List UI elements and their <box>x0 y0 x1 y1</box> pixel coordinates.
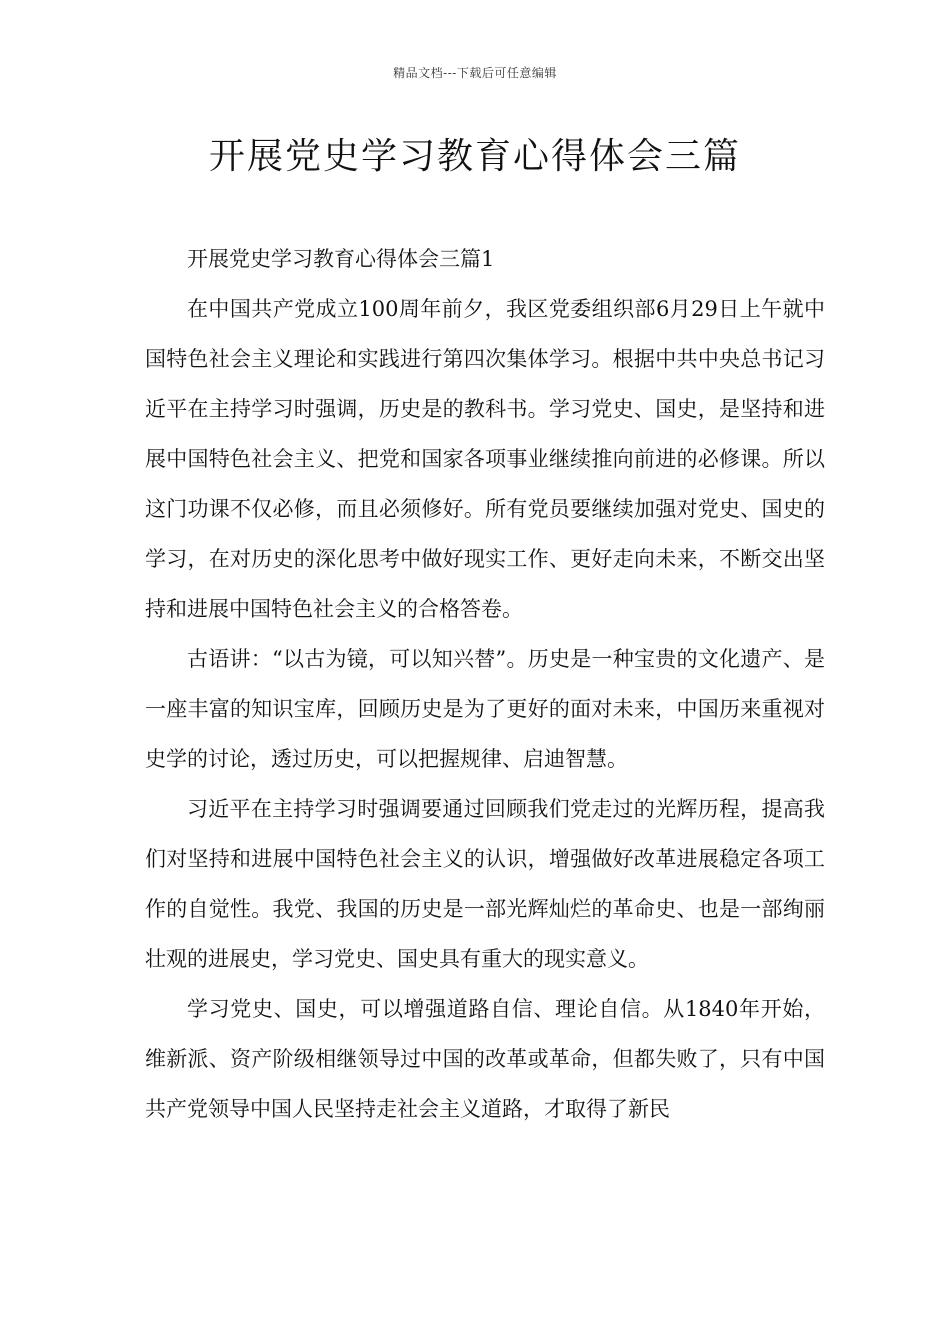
page-header: 精品文档---下载后可任意编辑 <box>393 66 557 80</box>
document-title: 开展党史学习教育心得体会三篇 <box>208 136 741 177</box>
body-paragraph: 在中国共产党成立100周年前夕，我区党委组织部6月29日上午就中国特色社会主义理论和实践进行第四次集体学习。根据中共中央总书记习近平在主持学习时强调，历史是的教科书。学习党史、国史，是坚持和进展中国特色社会主义、把党和国家各项事业继续推向前进的必修课。所以这门功课不仅必修，而且必须修好。所有党员要继续加强对党史、国史的学习，在对历史的深化思考中做好现实工作、更好走向未来，不断交出坚持和进展中国特色社会主义的合格答卷。 <box>145 297 825 621</box>
document-body <box>145 234 825 1134</box>
body-paragraph: 古语讲：“以古为镜，可以知兴替”。历史是一种宝贵的文化遗产、是一座丰富的知识宝库，回顾历史是为了更好的面对未来，中国历来重视对史学的讨论，透过历史，可以把握规律、启迪智慧。 <box>145 647 825 771</box>
body-paragraph: 习近平在主持学习时强调要通过回顾我们党走过的光辉历程，提高我们对坚持和进展中国特色社会主义的认识，增强做好改革进展稳定各项工作的自觉性。我党、我国的历史是一部光辉灿烂的革命史、也是一部绚丽壮观的进展史，学习党史、国史具有重大的现实意义。 <box>145 797 825 971</box>
section-heading: 开展党史学习教育心得体会三篇1 <box>187 247 495 271</box>
body-paragraph: 学习党史、国史，可以增强道路自信、理论自信。从1840年开始，维新派、资产阶级相继领导过中国的改革或革命，但都失败了，只有中国共产党领导中国人民坚持走社会主义道路，才取得了新民 <box>145 997 825 1121</box>
